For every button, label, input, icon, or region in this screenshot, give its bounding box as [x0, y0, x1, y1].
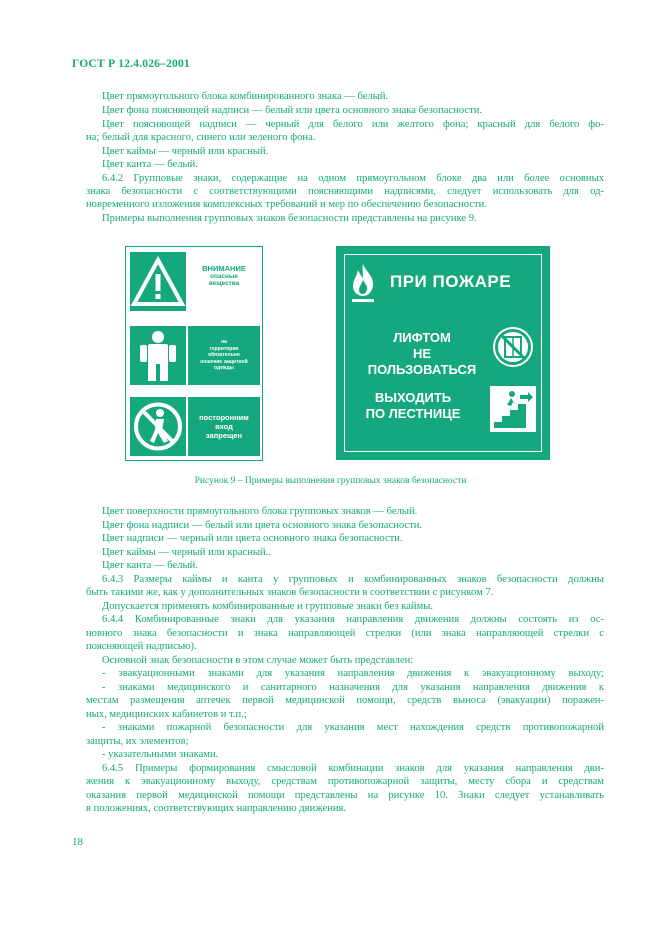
page-number: 18: [72, 836, 83, 848]
text-line: НЕ ПОЛЬЗОВАТЬСЯ: [367, 346, 477, 377]
paragraph: 6.4.2 Групповые знаки, содержащие на одном прямоугольном блоке два или более основных: [102, 173, 604, 184]
paragraph: - эвакуационными знаками для указания направления движения к эвакуационному выходу;: [102, 668, 604, 679]
paragraph: Цвет канта — белый.: [102, 159, 198, 170]
group-sign-chemical: [125, 246, 263, 461]
paragraph: ных, медицинских кабинетов и т.п.;: [86, 709, 247, 720]
sign-label-noentry: [188, 397, 260, 456]
label-line: посторонним: [199, 413, 249, 422]
paragraph: знака безопасности с соответствующими поясняющими надписями, следует использовать для од-: [86, 186, 604, 197]
paragraph: Основной знак безопасности в этом случае может быть представлен:: [102, 655, 414, 666]
sign-title: ПРИ ПОЖАРЕ: [390, 272, 512, 291]
label-line: ношение защитной: [200, 358, 248, 365]
paragraph: Цвет прямоугольного блока комбинированного знака — белый.: [102, 91, 389, 102]
paragraph: оказания первой медицинской помощи представлены на рисунке 10. Знаки следует устанавливать: [86, 790, 604, 801]
paragraph: 6.4.4 Комбинированные знаки для указания направления движения должны состоять из ос-: [102, 614, 604, 625]
text-line: ЛИФТОМ: [393, 330, 451, 345]
label-line: опасные: [210, 272, 238, 280]
group-sign-fire: [336, 246, 550, 460]
flame-icon: [348, 262, 378, 310]
document-header: ГОСТ Р 12.4.026–2001: [72, 58, 190, 70]
paragraph: быть такими же, как у дополнительных знаков безопасности в соответствии с рисунком 7.: [86, 587, 494, 598]
label-line: на: [221, 339, 227, 346]
paragraph: новременного изложения комплексных требований и мер по обеспечению безопасности.: [86, 199, 487, 210]
text-line: ПО ЛЕСТНИЦЕ: [365, 406, 461, 421]
label-line: одежды: [214, 365, 234, 372]
warning-triangle-icon: [130, 252, 186, 311]
sign-text-elevator: [362, 330, 482, 378]
text-line: ВЫХОДИТЬ: [374, 390, 452, 405]
paragraph: - указательными знаками.: [102, 749, 219, 760]
paragraph: - знаками пожарной безопасности для указания мест нахождения средств противопожарной: [102, 722, 604, 733]
label-line: вещества: [208, 280, 240, 287]
paragraph: в положениях, соответствующих направлению движения.: [86, 803, 347, 814]
paragraph: поясняющей надписью).: [86, 641, 197, 652]
label-line: вход: [215, 422, 233, 431]
sign-label-clothing: [188, 326, 260, 385]
sign-label-warning: [188, 265, 260, 288]
label-line: обязательно: [208, 352, 240, 359]
paragraph: 6.4.5 Примеры формирования смысловой комбинации знаков для указания направления дви-: [102, 763, 604, 774]
paragraph: Цвет поверхности прямоугольного блока групповых знаков — белый.: [102, 506, 418, 517]
paragraph: Цвет каймы — черный или красный.: [102, 146, 269, 157]
paragraph: Цвет каймы — черный или красный..: [102, 547, 271, 558]
label-line: территории: [209, 345, 239, 352]
paragraph: на; белый для красного, синего или зеленого фона.: [86, 132, 316, 143]
paragraph: Цвет поясняющей надписи — черный для белого или желтого фона; красный для белого фо-: [102, 119, 604, 130]
label-line: запрещен: [205, 431, 243, 440]
paragraph: - знаками медицинского и санитарного назначения для указания направления движения к: [102, 682, 604, 693]
paragraph: Цвет надписи — черный или цвета основного знака безопасности.: [102, 533, 403, 544]
paragraph: новного знака безопасности и знака направляющей стрелки (или знака направляющей стрелки с: [86, 628, 604, 639]
paragraph: Допускается применять комбинированные и групповые знаки без каймы.: [102, 601, 434, 612]
paragraph: Цвет канта — белый.: [102, 560, 198, 571]
paragraph: 6.4.3 Размеры каймы и канта у групповых и комбинированных знаков безопасности должны: [102, 574, 604, 585]
figure-caption: Рисунок 9 – Примеры выполнения групповых знаков безопасности: [194, 476, 467, 486]
protective-suit-icon: [130, 326, 186, 385]
no-entry-icon: [130, 397, 186, 456]
paragraph: Цвет фона надписи — белый или цвета основного знака безопасности.: [102, 520, 423, 531]
no-elevator-icon: [490, 324, 536, 370]
label-line: ВНИМАНИЕ: [202, 264, 246, 273]
paragraph: Примеры выполнения групповых знаков безопасности представлены на рисунке 9.: [102, 213, 477, 224]
paragraph: Цвет фона поясняющей надписи — белый или цвета основного знака безопасности.: [102, 105, 483, 116]
paragraph: защиты, их элементов;: [86, 736, 189, 747]
stairs-exit-icon: [490, 386, 536, 432]
paragraph: местам размещения аптечек первой медицинской помощи, средств выноса (эвакуации) поражен-: [86, 695, 604, 706]
sign-text-stairs: [358, 390, 468, 422]
paragraph: жения к эвакуационному выходу, средствам противопожарной защиты, месту сбора и средствам: [86, 776, 604, 787]
